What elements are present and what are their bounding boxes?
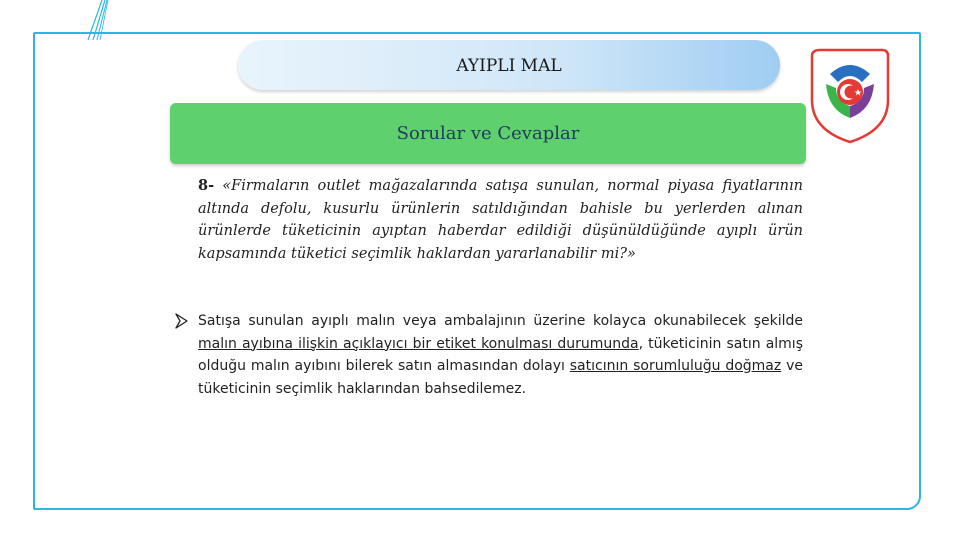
arrow-bullet-icon [175, 310, 191, 332]
answer-text [198, 310, 803, 400]
section-subtitle: Sorular ve Cevaplar [396, 123, 580, 144]
page-title: AYIPLI MAL [456, 56, 562, 76]
question-body: «Firmaların outlet mağazalarında satışa sunulan, normal piyasa fiyatlarının altında defolu, kusurlu ürünlerin satıldığından bahisle bu yerlerden alınan ürünlerde tüketicinin ayıptan haberdar edildiği düşünüldüğünde ayıplı ürün kapsamında tüketici seçimlik haklardan yararlanabilir mi?» [198, 178, 803, 262]
ministry-logo [808, 44, 892, 144]
answer-underlined-2: satıcının sorumluluğu doğmaz [569, 358, 782, 374]
answer-part-3: ve tüketicinin seçimlik haklarından bahsedilemez. [198, 358, 803, 397]
question-text [198, 175, 803, 265]
title-banner [238, 40, 780, 90]
subtitle-banner [170, 103, 806, 164]
question-number: 8- [198, 177, 215, 194]
answer-underlined-1: malın ayıbına ilişkin açıklayıcı bir etiket konulması durumunda [198, 335, 639, 352]
answer-part-1: Satışa sunulan ayıplı malın veya ambalajının üzerine kolayca okunabilecek şekilde [198, 313, 803, 329]
answer-part-2: , tüketicinin satın almış olduğu malın ayıbını bilerek satın almasından dolayı [198, 335, 803, 374]
